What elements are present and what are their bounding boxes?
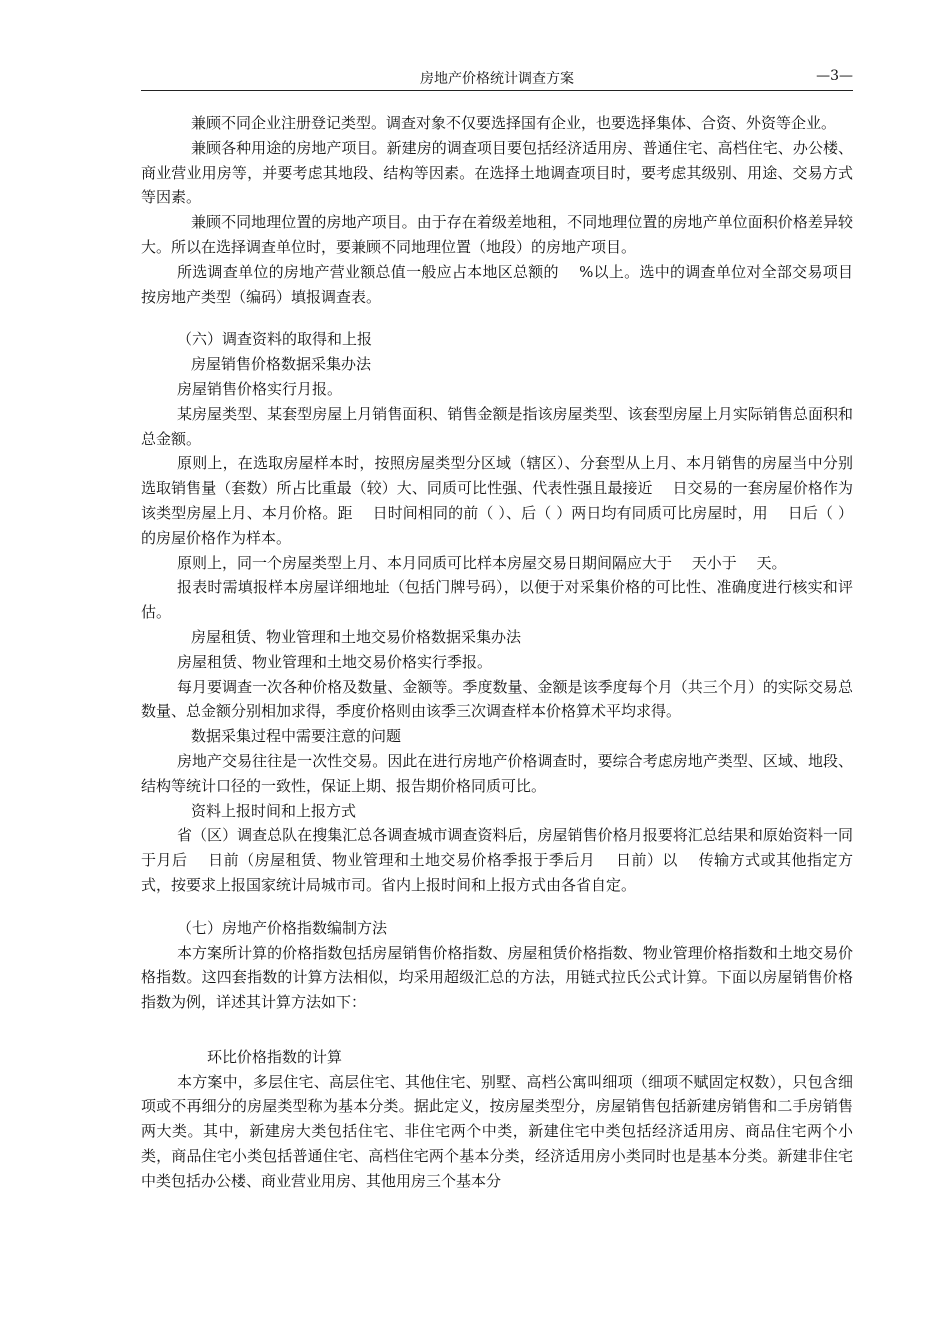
paragraph: 原则上，在选取房屋样本时，按照房屋类型分区域（辖区）、分套型从上月、本月销售的房屋当中分别选取销售量（套数）所占比重最（较）大、同质可比性强、代表性强且最接近 日交易的一套房屋价格作为该类型房屋上月、本月价格。距 日时间相同的前（ ）、后（ ）两日均有同质可比房屋时，用 日后（ ）的房屋价格作为样本。 (141, 454, 853, 547)
subsection-heading: 房屋销售价格数据采集办法 (191, 355, 372, 374)
paragraph: 报表时需填报样本房屋详细地址（包括门牌号码），以便于对采集价格的可比性、准确度进行核实和评估。 (141, 578, 853, 622)
paragraph: 本方案中，多层住宅、高层住宅、其他住宅、别墅、高档公寓叫细项（细项不赋固定权数），只包含细项或不再细分的房屋类型称为基本分类。据此定义，按房屋类型分，房屋销售包括新建房销售和二手房销售两大类。其中，新建房大类包括住宅、非住宅两个中类，新建住宅中类包括经济适用房、商品住宅两个小类，商品住宅小类包括普通住宅、高档住宅两个基本分类，经济适用房小类同时也是基本分类。新建非住宅中类包括办公楼、商业营业用房、其他用房三个基本分 (141, 1072, 853, 1190)
paragraph: 省（区）调查总队在搜集汇总各调查城市调查资料后，房屋销售价格月报要将汇总结果和原始资料一同于月后 日前（房屋租赁、物业管理和土地交易价格季报于季后月 日前）以 传输方式或其他指定方式，按要求上报国家统计局城市司。省内上报时间和上报方式由各省自定。 (141, 826, 853, 894)
paragraph: 某房屋类型、某套型房屋上月销售面积、销售金额是指该房屋类型、该套型房屋上月实际销售总面积和总金额。 (141, 404, 853, 448)
paragraph: 兼顾各种用途的房地产项目。新建房的调查项目要包括经济适用房、普通住宅、高档住宅、办公楼、商业营业用房等，并要考虑其地段、结构等因素。在选择土地调查项目时，要考虑其级别、用途、交易方式等因素。 (141, 138, 853, 207)
subsection-heading: 数据采集过程中需要注意的问题 (191, 727, 402, 746)
paragraph: 本方案所计算的价格指数包括房屋销售价格指数、房屋租赁价格指数、物业管理价格指数和土地交易价格指数。这四套指数的计算方法相似，均采用超级汇总的方法，用链式拉氏公式计算。下面以房屋销售价格指数为例，详述其计算方法如下： (141, 943, 853, 1012)
section-heading: （六）调查资料的取得和上报 (177, 330, 373, 349)
paragraph: 房地产交易往往是一次性交易。因此在进行房地产价格调查时，要综合考虑房地产类型、区域、地段、结构等统计口径的一致性，保证上期、报告期价格同质可比。 (141, 751, 853, 795)
page-header (141, 66, 853, 91)
paragraph: 兼顾不同企业注册登记类型。调查对象不仅要选择国有企业，也要选择集体、合资、外资等企业。 (191, 114, 837, 132)
section-heading: （七）房地产价格指数编制方法 (177, 918, 388, 937)
paragraph: 房屋租赁、物业管理和土地交易价格实行季报。 (177, 652, 493, 671)
subsection-heading: 资料上报时间和上报方式 (191, 801, 357, 820)
subsection-heading: 房屋租赁、物业管理和土地交易价格数据采集办法 (191, 627, 522, 646)
paragraph: 房屋销售价格实行月报。 (177, 379, 343, 398)
document-body (141, 111, 853, 1194)
paragraph: 兼顾不同地理位置的房地产项目。由于存在着级差地租，不同地理位置的房地产单位面积价格差异较大。所以在选择调查单位时，要兼顾不同地理位置（地段）的房地产项目。 (141, 213, 853, 256)
subsection-heading: 环比价格指数的计算 (207, 1047, 343, 1066)
page-number: —3— (816, 68, 853, 84)
paragraph: 所选调查单位的房地产营业额总值一般应占本地区总额的 %以上。选中的调查单位对全部交易项目按房地产类型（编码）填报调查表。 (141, 262, 853, 306)
paragraph: 每月要调查一次各种价格及数量、金额等。季度数量、金额是该季度每个月（共三个月）的实际交易总数量、总金额分别相加求得，季度价格则由该季三次调查样本价格算术平均求得。 (141, 677, 853, 721)
paragraph: 原则上，同一个房屋类型上月、本月同质可比样本房屋交易日期间隔应大于 天小于 天。 (177, 553, 787, 572)
document-title: 房地产价格统计调查方案 (420, 71, 574, 87)
